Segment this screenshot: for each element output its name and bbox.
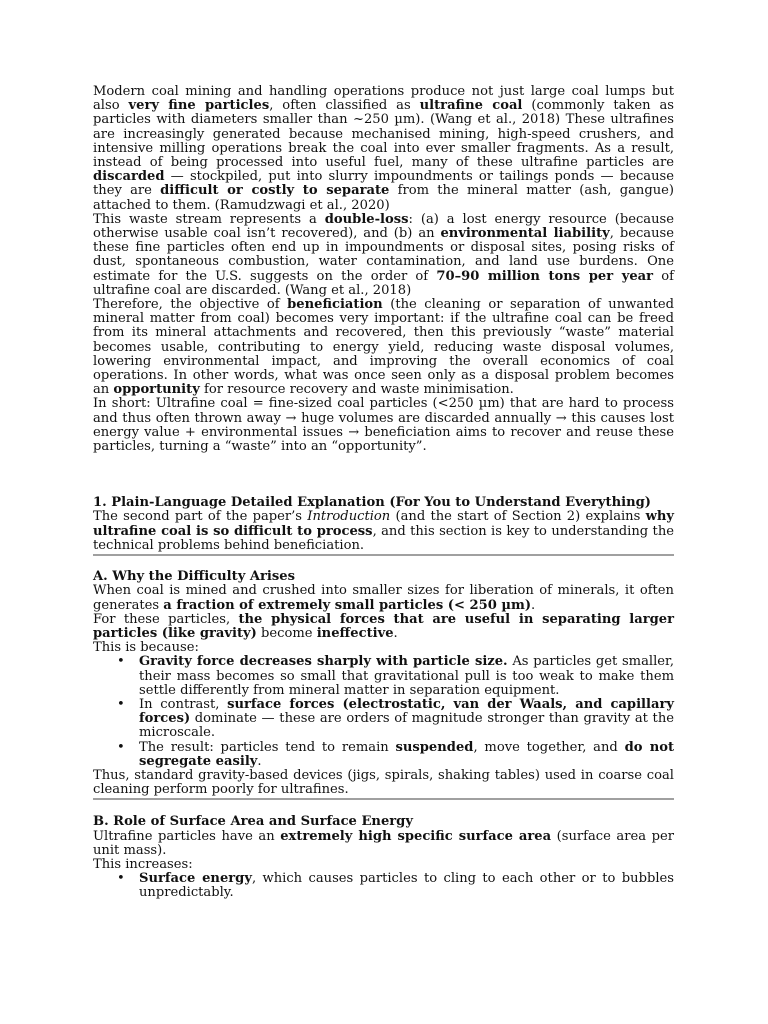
section-a-heading: A. Why the Difficulty Arises	[93, 569, 295, 585]
section-b-paragraph-1: Ultrafine particles have an extremely high specific surface area (surface area per unit mass).	[93, 828, 674, 858]
section-1-paragraph: The second part of the paper’s Introduction (and the start of Section 2) explains why ultrafine coal is so difficult to process, and this section is key to understanding the technical problems behind beneficiation.	[93, 509, 674, 553]
section-1-heading: 1. Plain-Language Detailed Explanation (For You to Understand Everything)	[93, 495, 651, 511]
list-item: • Surface energy, which causes particles to cling to each other or to bubbles unpredictably.	[139, 872, 674, 900]
section-b-heading: B. Role of Surface Area and Surface Energy	[93, 814, 413, 830]
section-a-paragraph-3: This is because:	[93, 640, 199, 656]
document-page	[93, 85, 674, 901]
section-a-bullet-list	[93, 655, 674, 769]
section-divider	[93, 554, 674, 556]
intro-paragraph-1: Modern coal mining and handling operations produce not just large coal lumps but also very fine particles, often classified as ultrafine coal (commonly taken as particles with diameters smaller than ~250 µm). (Wang et al., 2018) These ultrafines are increasingly generated because mechanised mining, high-speed crushers, and intensive milling operations break the coal into ever smaller fragments. As a result, instead of being processed into useful fuel, many of these ultrafine particles are discarded — stockpiled, put into slurry impoundments or tailings ponds — because they are difficult or costly to separate from the mineral matter (ash, gangue) attached to them. (Ramudzwagi et al., 2020)	[93, 84, 675, 213]
section-divider	[93, 798, 674, 800]
list-item: • In contrast, surface forces (electrostatic, van der Waals, and capillary forces) dominate — these are orders of magnitude stronger than gravity at the microscale.	[139, 698, 674, 741]
list-item: • Gravity force decreases sharply with particle size. As particles get smaller, their mass becomes so small that gravitational pull is too weak to make them settle differently from mineral matter in separation equipment.	[139, 655, 674, 698]
section-a-paragraph-2: For these particles, the physical forces that are useful in separating larger particles (like gravity) become ineffective.	[93, 611, 674, 641]
section-a-paragraph-1: When coal is mined and crushed into smaller sizes for liberation of minerals, it often generates a fraction of extremely small particles (< 250 µm).	[93, 583, 674, 613]
intro-paragraph-2: This waste stream represents a double-loss: (a) a lost energy resource (because otherwise usable coal isn’t recovered), and (b) an environmental liability, because these fine particles often end up in impoundments or disposal sites, posing risks of dust, spontaneous combustion, water contamination, and land use burdens. One estimate for the U.S. suggests on the order of 70–90 million tons per year of ultrafine coal are discarded. (Wang et al., 2018)	[93, 211, 674, 298]
intro-paragraph-3: Therefore, the objective of beneficiation (the cleaning or separation of unwanted mineral matter from coal) becomes very important: if the ultrafine coal can be freed from its mineral attachments and recovered, then this previously “waste” material becomes usable, contributing to energy yield, reducing waste disposal volumes, lowering environmental impact, and improving the overall economics of coal operations. In other words, what was once seen only as a disposal problem becomes an opportunity for resource recovery and waste minimisation.	[93, 297, 674, 398]
intro-paragraph-summary: In short: Ultrafine coal = fine-sized coal particles (<250 µm) that are hard to process and thus often thrown away → huge volumes are discarded annually → this causes lost energy value + environmental issues → beneficiation aims to recover and reuse these particles, turning a “waste” into an “opportunity”.	[93, 396, 674, 455]
section-b-bullet-list	[93, 872, 674, 900]
section-a-closing: Thus, standard gravity-based devices (jigs, spirals, shaking tables) used in coarse coal cleaning perform poorly for ultrafines.	[93, 767, 674, 798]
section-b-paragraph-2: This increases:	[93, 856, 193, 872]
list-item: • The result: particles tend to remain suspended, move together, and do not segregate easily.	[139, 741, 674, 769]
